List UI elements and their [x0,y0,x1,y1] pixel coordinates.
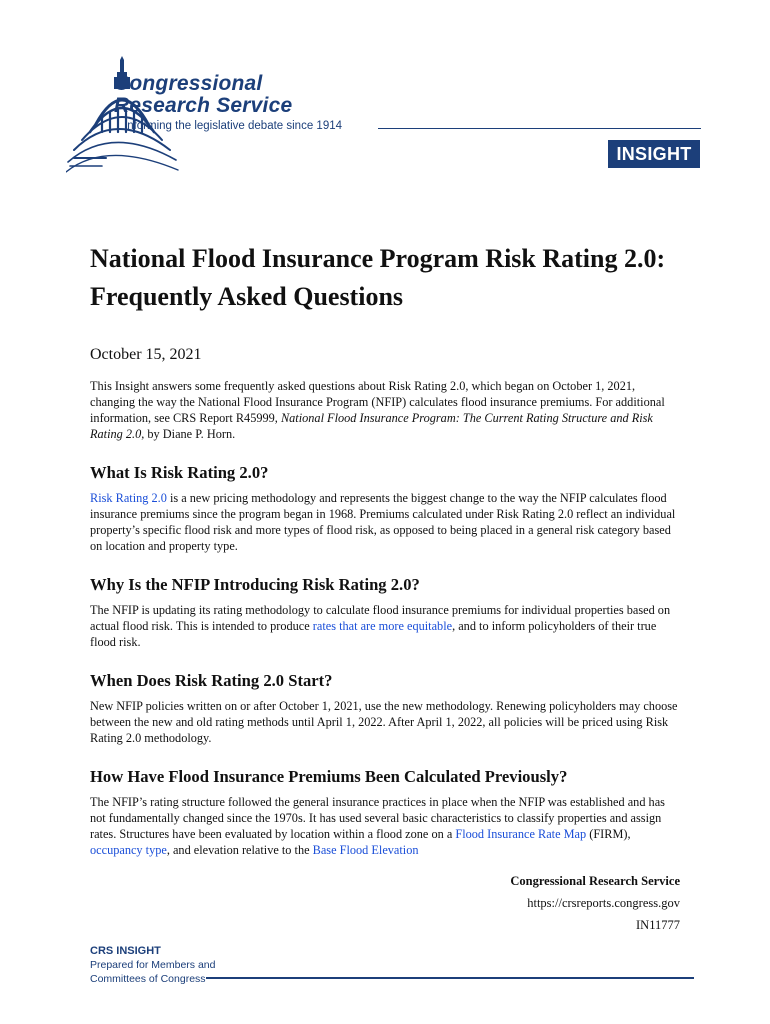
section-text: The NFIP is updating its rating methodology to calculate flood insurance premiums for individual properties based on actual flood risk. This is intended to produce [90,603,671,633]
tagline-rule [378,128,701,129]
footer-url[interactable]: https://crsreports.congress.gov [527,896,680,910]
footer-report-id: IN11777 [636,918,680,932]
intro-text-end: , by Diane P. Horn. [141,427,236,441]
section-text: , and elevation relative to the [166,843,313,857]
section-paragraph-how [90,794,682,858]
org-name-line2: Research Service [114,94,293,117]
base-flood-elevation-link[interactable]: Base Flood Elevation [312,843,419,857]
section-heading-what: What Is Risk Rating 2.0? [90,463,269,482]
section-heading-when: When Does Risk Rating 2.0 Start? [90,671,333,690]
footer-line2: Committees of Congress [90,973,206,985]
footer-citation [510,870,680,936]
document-date: October 15, 2021 [90,346,202,363]
section-paragraph-what [90,490,682,554]
equitable-rates-link[interactable]: rates that are more equitable [312,619,453,633]
section-text-end: , and to inform policyholders of their true flood risk. [90,619,657,649]
section-heading-why: Why Is the NFIP Introducing Risk Rating 2.0? [90,575,420,594]
footer-line1: Prepared for Members and [90,959,216,971]
document-body [90,378,682,858]
crs-insight-footer [90,944,215,986]
risk-rating-link[interactable]: Risk Rating 2.0 [90,491,167,505]
footer-rule [206,977,694,979]
org-name-line1: Congressional [114,72,263,95]
document-title: National Flood Insurance Program Risk Rating 2.0: Frequently Asked Questions [90,244,666,311]
intro-text: This Insight answers some frequently asked questions about Risk Rating 2.0, which began on October 1, 2021, changing the way the National Flood Insurance Program (NFIP) calculates flood insurance premiums. For additional information, see CRS Report R45999, [90,379,665,425]
footer-title: CRS INSIGHT [90,945,161,957]
firm-link[interactable]: Flood Insurance Rate Map [455,827,587,841]
occupancy-type-link[interactable]: occupancy type [90,843,167,857]
section-paragraph-when: New NFIP policies written on or after October 1, 2021, use the new methodology. Renewing policyholders may choose between the new and old rating methods until April 1, 2022. After April 1, 2022, all policies will be priced using Risk Rating 2.0 methodology. [90,699,678,745]
section-text: (FIRM), [586,827,631,841]
intro-paragraph [90,378,682,442]
tagline: Informing the legislative debate since 1914 [124,120,343,132]
footer-org: Congressional Research Service [510,874,680,888]
section-text: The NFIP’s rating structure followed the general insurance practices in place when the NFIP was established and has not fundamentally changed since the 1970s. It has used several basic characteristics to classify properties and assign rates. Structures have been evaluated by location within a flood zone on a [90,795,665,841]
section-text: is a new pricing methodology and represents the biggest change to the way the NFIP calculates flood insurance premiums since the program began in 1968. Premiums calculated under Risk Rating 2.0 reflect an individual property’s specific flood risk and more types of flood risk, as opposed to being placed in a general risk category based on location and property type. [90,491,676,553]
section-paragraph-why [90,602,682,650]
insight-badge: INSIGHT [608,140,700,168]
report-title: National Flood Insurance Program: The Current Rating Structure and Risk Rating 2.0 [90,411,653,441]
section-heading-how: How Have Flood Insurance Premiums Been Calculated Previously? [90,767,568,786]
